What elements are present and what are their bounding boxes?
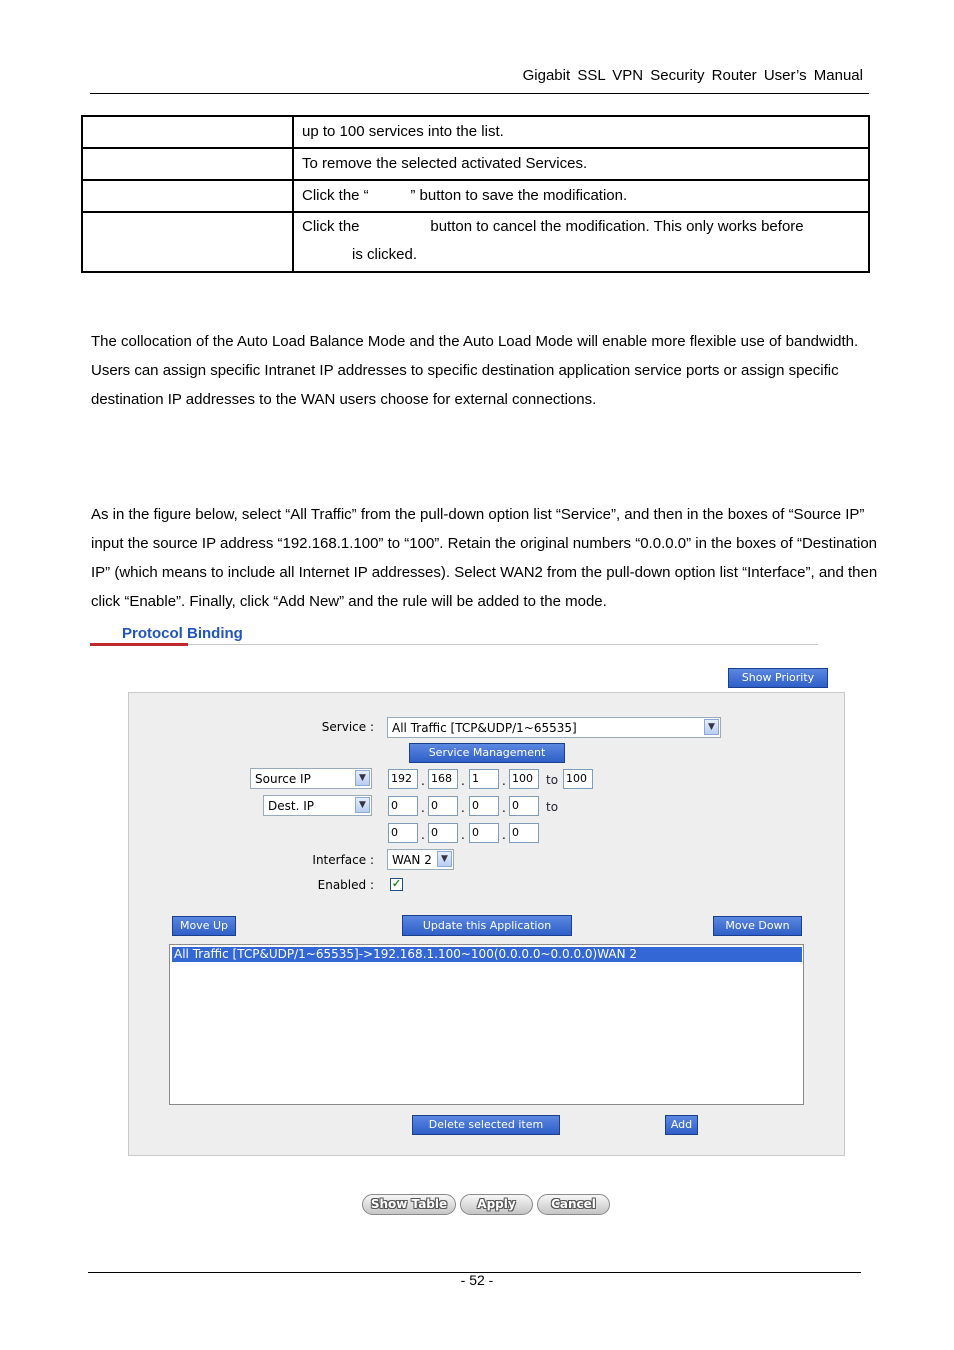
cancel-button[interactable]: Cancel — [537, 1194, 610, 1215]
title-divider — [90, 644, 818, 645]
protocol-binding-title: Protocol Binding — [122, 625, 243, 642]
chevron-down-icon: ▼ — [704, 719, 719, 735]
description-line: is clicked. — [302, 246, 418, 263]
dest-ip-to-octet-1[interactable]: 0 — [388, 823, 418, 843]
dest-ip-select[interactable] — [263, 795, 372, 816]
dest-ip-from-octet-2[interactable]: 0 — [428, 796, 458, 816]
title-accent-bar — [90, 643, 188, 646]
service-select[interactable] — [387, 717, 721, 738]
source-ip-to-octet[interactable]: 100 — [563, 769, 593, 789]
table-cell-term — [82, 148, 293, 180]
to-label: to — [546, 800, 559, 814]
table-row — [82, 148, 869, 180]
table-cell-description: To remove the selected activated Services. — [293, 148, 869, 180]
source-ip-octet-2[interactable]: 168 — [428, 769, 458, 789]
source-ip-select-value: Source IP — [255, 772, 311, 786]
dest-ip-to-octet-4[interactable]: 0 — [509, 823, 539, 843]
interface-select[interactable] — [387, 849, 454, 870]
delete-selected-button[interactable]: Delete selected item — [412, 1115, 560, 1135]
move-down-button[interactable]: Move Down — [713, 916, 802, 936]
interface-value: WAN 2 — [392, 853, 432, 867]
description-table — [81, 115, 870, 273]
show-table-button[interactable]: Show Table — [362, 1194, 456, 1215]
source-ip-octet-1[interactable]: 192 — [388, 769, 418, 789]
dest-ip-from-octet-4[interactable]: 0 — [509, 796, 539, 816]
dest-ip-to-octet-2[interactable]: 0 — [428, 823, 458, 843]
dest-ip-select-value: Dest. IP — [268, 799, 314, 813]
paragraph-intro: The collocation of the Auto Load Balance Mode and the Auto Load Mode will enable more flexible use of bandwidth. Users can assign specific Intranet IP addresses to specific destination application service ports or assign specific destination IP addresses to the WAN users choose for external connections. — [91, 333, 859, 408]
dest-ip-to-octet-3[interactable]: 0 — [469, 823, 499, 843]
enabled-label: Enabled : — [317, 878, 374, 892]
chevron-down-icon: ▼ — [437, 851, 452, 867]
chevron-down-icon: ▼ — [355, 797, 370, 813]
table-cell-description — [293, 212, 869, 272]
source-ip-octet-3[interactable]: 1 — [469, 769, 499, 789]
source-ip-octet-4[interactable]: 100 — [509, 769, 539, 789]
table-cell-description: Click the “ ” button to save the modification. — [293, 180, 869, 212]
source-ip-select[interactable] — [250, 768, 372, 789]
table-cell-term — [82, 212, 293, 272]
binding-list[interactable] — [169, 944, 804, 1105]
apply-button[interactable]: Apply — [460, 1194, 533, 1215]
table-cell-description: up to 100 services into the list. — [293, 116, 869, 148]
description-line: Click the button to cancel the modification. This only works before — [302, 218, 804, 235]
table-cell-term — [82, 180, 293, 212]
update-application-button[interactable]: Update this Application — [402, 915, 572, 936]
enabled-checkbox[interactable] — [390, 878, 403, 891]
move-up-button[interactable]: Move Up — [172, 916, 236, 936]
dest-ip-from-octet-3[interactable]: 0 — [469, 796, 499, 816]
interface-label: Interface : — [312, 853, 374, 867]
paragraph-instructions: As in the figure below, select “All Traffic” from the pull-down option list “Service”, and then in the boxes of “Source IP” input the source IP address “192.168.1.100” to “100”. Retain the original numbers “0.0.0.0” in the boxes of “Destination IP” (which means to include all Internet IP addresses). Select WAN2 from the pull-down option list “Interface”, and then click “Enable”. Finally, click “Add New” and the rule will be added to the mode. — [91, 506, 878, 610]
page-number: - 52 - — [460, 1272, 494, 1288]
table-row — [82, 212, 869, 272]
service-value: All Traffic [TCP&UDP/1~65535] — [392, 721, 577, 735]
manual-title: Gigabit SSL VPN Security Router User’s Manual — [522, 67, 863, 84]
table-cell-term — [82, 116, 293, 148]
dest-ip-from-octet-1[interactable]: 0 — [388, 796, 418, 816]
chevron-down-icon: ▼ — [355, 770, 370, 786]
service-label: Service : — [321, 720, 374, 734]
service-management-button[interactable]: Service Management — [409, 743, 565, 763]
list-item[interactable]: All Traffic [TCP&UDP/1~65535]->192.168.1.100~100(0.0.0.0~0.0.0.0)WAN 2 — [172, 947, 802, 962]
show-priority-button[interactable]: Show Priority — [728, 668, 828, 688]
header-divider — [90, 93, 869, 94]
table-row — [82, 180, 869, 212]
to-label: to — [546, 773, 559, 787]
check-icon: ✓ — [391, 878, 402, 890]
table-row — [82, 116, 869, 148]
add-button[interactable]: Add — [665, 1115, 698, 1135]
